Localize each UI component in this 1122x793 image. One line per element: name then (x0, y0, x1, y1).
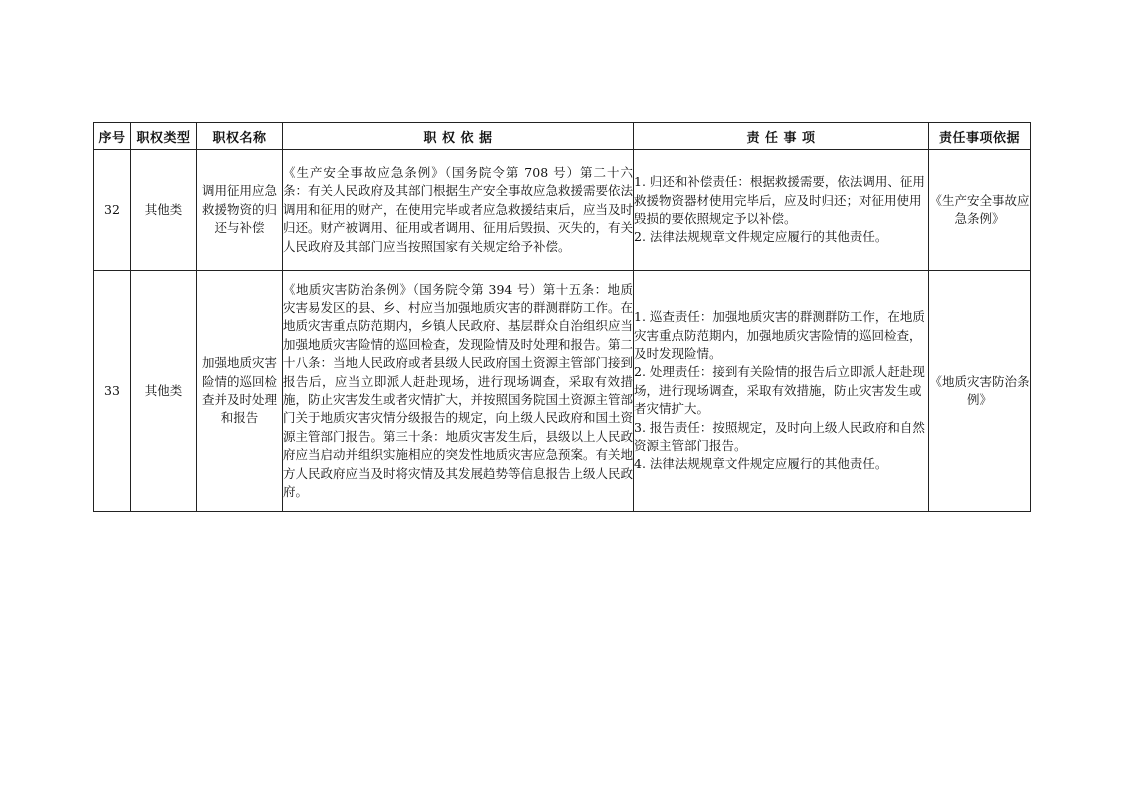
responsibility-item: 2. 处理责任：接到有关险情的报告后立即派人赶赴现场，进行现场调查，采取有效措施，防止灾害发生或者灾情扩大。 (634, 364, 925, 417)
row-seq: 33 (94, 271, 131, 512)
responsibility-item: 3. 报告责任：按照规定，及时向上级人民政府和自然资源主管部门报告。 (634, 419, 925, 454)
responsibility-item: 2. 法律法规规章文件规定应履行的其他责任。 (634, 229, 888, 245)
row-seq: 32 (94, 150, 131, 271)
header-name: 职权名称 (197, 123, 283, 150)
header-responsibility: 责 任 事 项 (634, 123, 929, 150)
table-row (94, 150, 1031, 271)
row-responsibility-basis: 《生产安全事故应急条例》 (929, 150, 1031, 271)
row-basis: 《地质灾害防治条例》（国务院令第 394 号）第十五条：地质灾害易发区的县、乡、村应当加强地质灾害的群测群防工作。在地质灾害重点防范期内，乡镇人民政府、基层群众自治组织应当加强地质灾害险情的巡回检查，发现险情及时处理和报告。第二十八条：当地人民政府或者县级人民政府国土资源主管部门接到报告后，应当立即派人赶赴现场，进行现场调查，采取有效措施，防止灾害发生或者灾情扩大，并按照国务院国土资源主管部门关于地质灾害灾情分级报告的规定，向上级人民政府和国土资源主管部门报告。第三十条：地质灾害发生后，县级以上人民政府应当启动并组织实施相应的突发性地质灾害应急预案。有关地方人民政府应当及时将灾情及其发展趋势等信息报告上级人民政府。 (283, 271, 634, 512)
responsibility-item: 4. 法律法规规章文件规定应履行的其他责任。 (634, 456, 888, 472)
row-responsibility-basis: 《地质灾害防治条例》 (929, 271, 1031, 512)
header-basis: 职 权 依 据 (283, 123, 634, 150)
row-type: 其他类 (131, 150, 197, 271)
row-name: 加强地质灾害险情的巡回检查并及时处理和报告 (197, 271, 283, 512)
responsibility-item: 1. 巡查责任：加强地质灾害的群测群防工作，在地质灾害重点防范期内，加强地质灾害险情的巡回检查，及时发现险情。 (634, 309, 925, 361)
header-responsibility-basis: 责任事项依据 (929, 123, 1031, 150)
duty-table (93, 122, 1031, 512)
header-seq: 序号 (94, 123, 131, 150)
header-type: 职权类型 (131, 123, 197, 150)
table-row (94, 271, 1031, 512)
responsibility-item: 1. 归还和补偿责任：根据救援需要，依法调用、征用救援物资器材使用完毕后，应及时归还；对征用使用毁损的要依照规定予以补偿。 (634, 174, 925, 226)
row-responsibilities (634, 150, 929, 271)
table-header-row (94, 123, 1031, 150)
row-type: 其他类 (131, 271, 197, 512)
row-responsibilities (634, 271, 929, 512)
row-name: 调用征用应急救援物资的归还与补偿 (197, 150, 283, 271)
row-basis: 《生产安全事故应急条例》（国务院令第 708 号）第二十六条：有关人民政府及其部门根据生产安全事故应急救援需要依法调用和征用的财产，在使用完毕或者应急救援结束后，应当及时归还。财产被调用、征用或者调用、征用后毁损、灭失的，有关人民政府及其部门应当按照国家有关规定给予补偿。 (283, 150, 634, 271)
